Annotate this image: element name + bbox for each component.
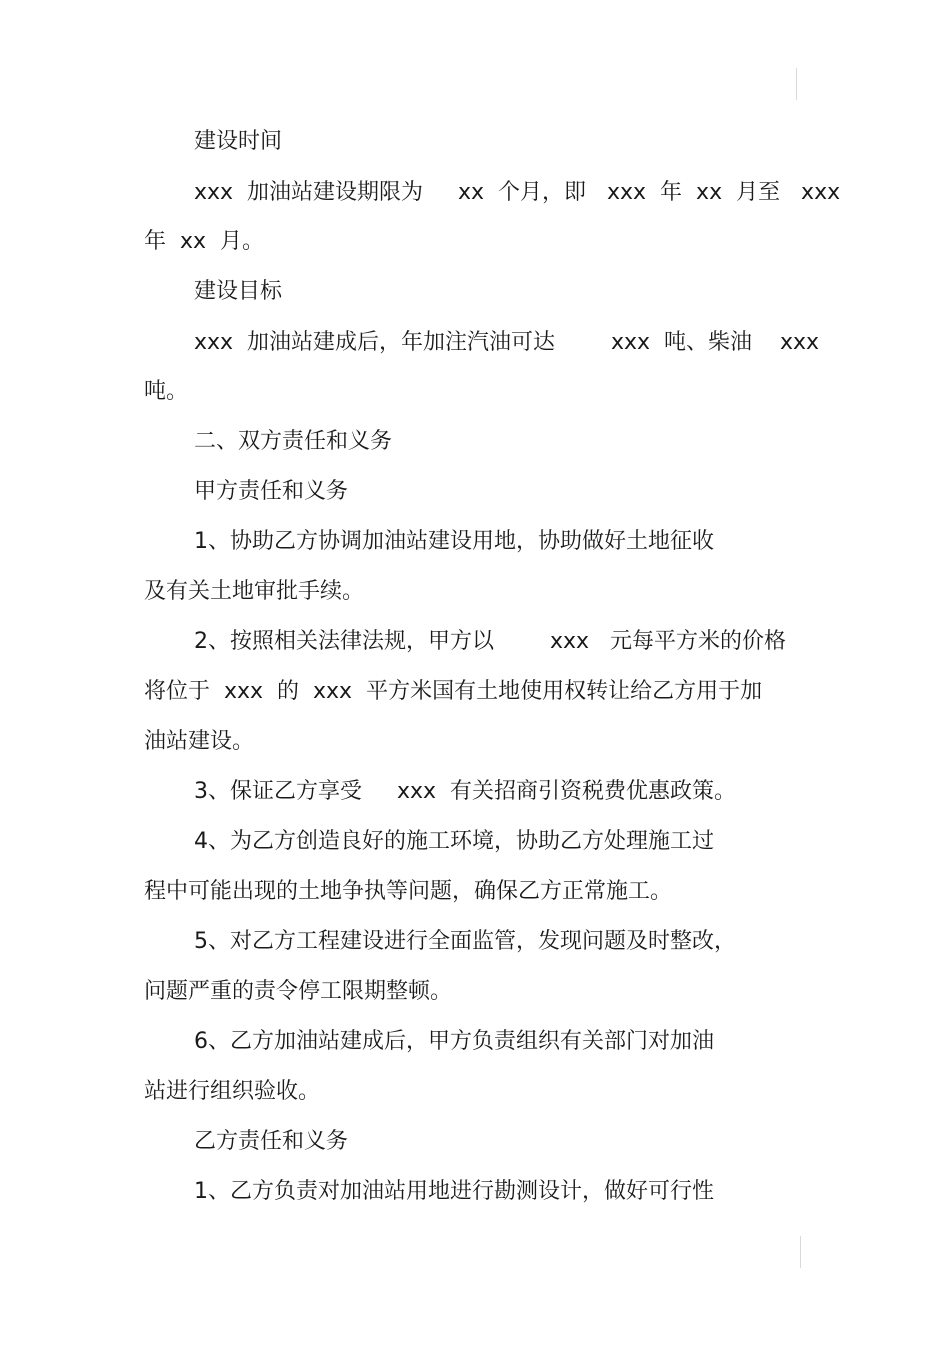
line-construction-period: xxx 加油站建设期限为 xx 个月，即 xxx 年 xx 月至 xxx xyxy=(194,180,841,205)
line-construction-goal: xxx 加油站建成后，年加注汽油可达 xxx 吨、柴油 xxx xyxy=(194,330,820,355)
line-party-a-heading: 甲方责任和义务 xyxy=(194,479,349,504)
top-edge-mark xyxy=(796,68,797,100)
line-section-two-heading: 二、双方责任和义务 xyxy=(194,429,393,454)
line-party-a-item-6-cont: 站进行组织验收。 xyxy=(144,1079,321,1104)
line-construction-period-cont: 年 xx 月。 xyxy=(144,229,265,254)
line-party-b-item-1: 1、乙方负责对加油站用地进行勘测设计，做好可行性 xyxy=(194,1179,714,1204)
line-party-a-item-4-cont: 程中可能出现的土地争执等问题，确保乙方正常施工。 xyxy=(144,879,673,904)
line-party-a-item-5-cont: 问题严重的责令停工限期整顿。 xyxy=(144,979,453,1004)
line-party-a-item-2-cont2: 油站建设。 xyxy=(144,729,255,754)
line-party-a-item-2-cont: 将位于 xxx 的 xxx 平方米国有土地使用权转让给乙方用于加 xyxy=(144,679,763,704)
line-construction-goal-heading: 建设目标 xyxy=(194,279,283,304)
line-party-a-item-1: 1、协助乙方协调加油站建设用地，协助做好土地征收 xyxy=(194,529,714,554)
line-party-a-item-2: 2、按照相关法律法规，甲方以 xxx 元每平方米的价格 xyxy=(194,629,786,654)
line-party-b-heading: 乙方责任和义务 xyxy=(194,1129,349,1154)
line-construction-time-heading: 建设时间 xyxy=(194,129,283,154)
line-party-a-item-1-cont: 及有关土地审批手续。 xyxy=(144,579,365,604)
bottom-edge-mark xyxy=(800,1236,801,1268)
line-party-a-item-5: 5、对乙方工程建设进行全面监管，发现问题及时整改， xyxy=(194,929,736,954)
line-party-a-item-4: 4、为乙方创造良好的施工环境，协助乙方处理施工过 xyxy=(194,829,714,854)
line-party-a-item-6: 6、乙方加油站建成后，甲方负责组织有关部门对加油 xyxy=(194,1029,714,1054)
line-construction-goal-cont: 吨。 xyxy=(144,379,189,404)
line-party-a-item-3: 3、保证乙方享受 xxx 有关招商引资税费优惠政策。 xyxy=(194,779,737,804)
